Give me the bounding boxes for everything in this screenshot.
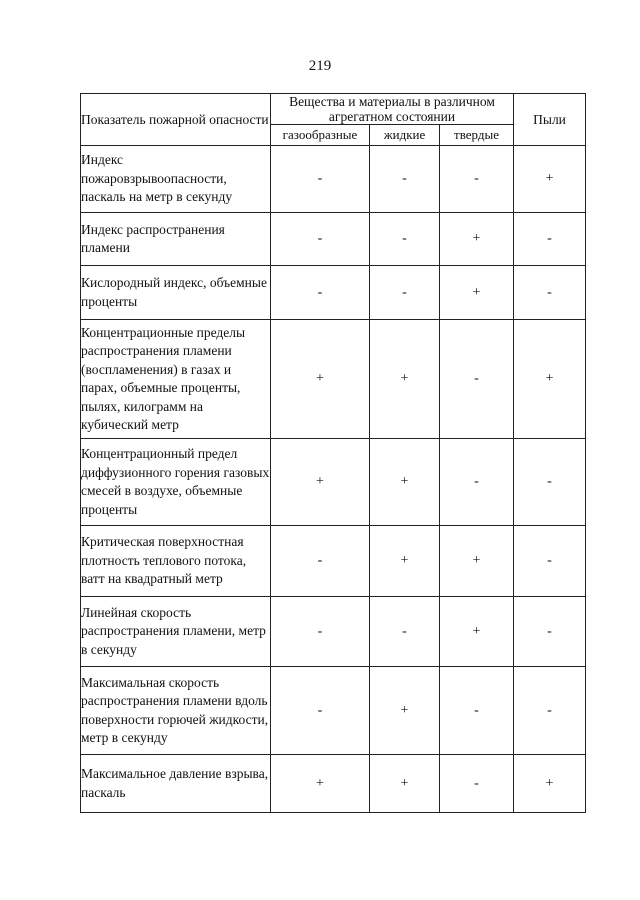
table-row: [81, 597, 586, 667]
gas-cell: +: [271, 755, 370, 813]
liquid-cell: -: [370, 146, 440, 213]
table-row: [81, 266, 586, 320]
table-row: [81, 755, 586, 813]
indicator-cell: Индекс пожаровзрывоопасности, паскаль на метр в секунду: [81, 146, 271, 213]
liquid-cell: -: [370, 213, 440, 266]
gas-cell: +: [271, 439, 370, 526]
dust-cell: -: [514, 667, 586, 755]
header-aggregate-state: Вещества и материалы в различном агрегатном состоянии: [271, 94, 514, 125]
header-indicator: Показатель пожарной опасности: [81, 94, 271, 146]
liquid-cell: -: [370, 597, 440, 667]
dust-cell: -: [514, 526, 586, 597]
header-liquid: жидкие: [370, 125, 440, 146]
dust-cell: -: [514, 266, 586, 320]
solid-cell: -: [440, 320, 514, 439]
page-number: 219: [308, 58, 332, 74]
dust-cell: +: [514, 146, 586, 213]
dust-cell: -: [514, 597, 586, 667]
gas-cell: -: [271, 526, 370, 597]
indicator-cell: Концентрационный предел диффузионного горения газовых смесей в воздухе, объемные проценты: [81, 439, 271, 526]
dust-cell: -: [514, 439, 586, 526]
gas-cell: -: [271, 667, 370, 755]
liquid-cell: +: [370, 755, 440, 813]
table-row: [81, 320, 586, 439]
liquid-cell: +: [370, 526, 440, 597]
solid-cell: -: [440, 439, 514, 526]
liquid-cell: -: [370, 266, 440, 320]
dust-cell: -: [514, 213, 586, 266]
header-dust: Пыли: [514, 94, 586, 146]
liquid-cell: +: [370, 320, 440, 439]
indicator-cell: Индекс распространения пламени: [81, 213, 271, 266]
indicator-cell: Линейная скорость распространения пламени, метр в секунду: [81, 597, 271, 667]
table-row: [81, 667, 586, 755]
indicator-cell: Кислородный индекс, объемные проценты: [81, 266, 271, 320]
dust-cell: +: [514, 320, 586, 439]
table-row: [81, 526, 586, 597]
solid-cell: +: [440, 597, 514, 667]
header-gas: газообразные: [271, 125, 370, 146]
gas-cell: -: [271, 266, 370, 320]
solid-cell: +: [440, 213, 514, 266]
indicator-cell: Максимальное давление взрыва, паскаль: [81, 755, 271, 813]
liquid-cell: +: [370, 667, 440, 755]
table-row: [81, 146, 586, 213]
gas-cell: -: [271, 146, 370, 213]
fire-hazard-table: [80, 93, 586, 813]
solid-cell: +: [440, 266, 514, 320]
solid-cell: -: [440, 146, 514, 213]
liquid-cell: +: [370, 439, 440, 526]
dust-cell: +: [514, 755, 586, 813]
solid-cell: -: [440, 667, 514, 755]
header-solid: твердые: [440, 125, 514, 146]
table-row: [81, 213, 586, 266]
gas-cell: -: [271, 213, 370, 266]
gas-cell: +: [271, 320, 370, 439]
table-row: [81, 439, 586, 526]
solid-cell: +: [440, 526, 514, 597]
indicator-cell: Максимальная скорость распространения пламени вдоль поверхности горючей жидкости, метр в секунду: [81, 667, 271, 755]
indicator-cell: Критическая поверхностная плотность теплового потока, ватт на квадратный метр: [81, 526, 271, 597]
gas-cell: -: [271, 597, 370, 667]
solid-cell: -: [440, 755, 514, 813]
indicator-cell: Концентрационные пределы распространения пламени (воспламенения) в газах и парах, объемные проценты, пылях, килограмм на кубический метр: [81, 320, 271, 439]
